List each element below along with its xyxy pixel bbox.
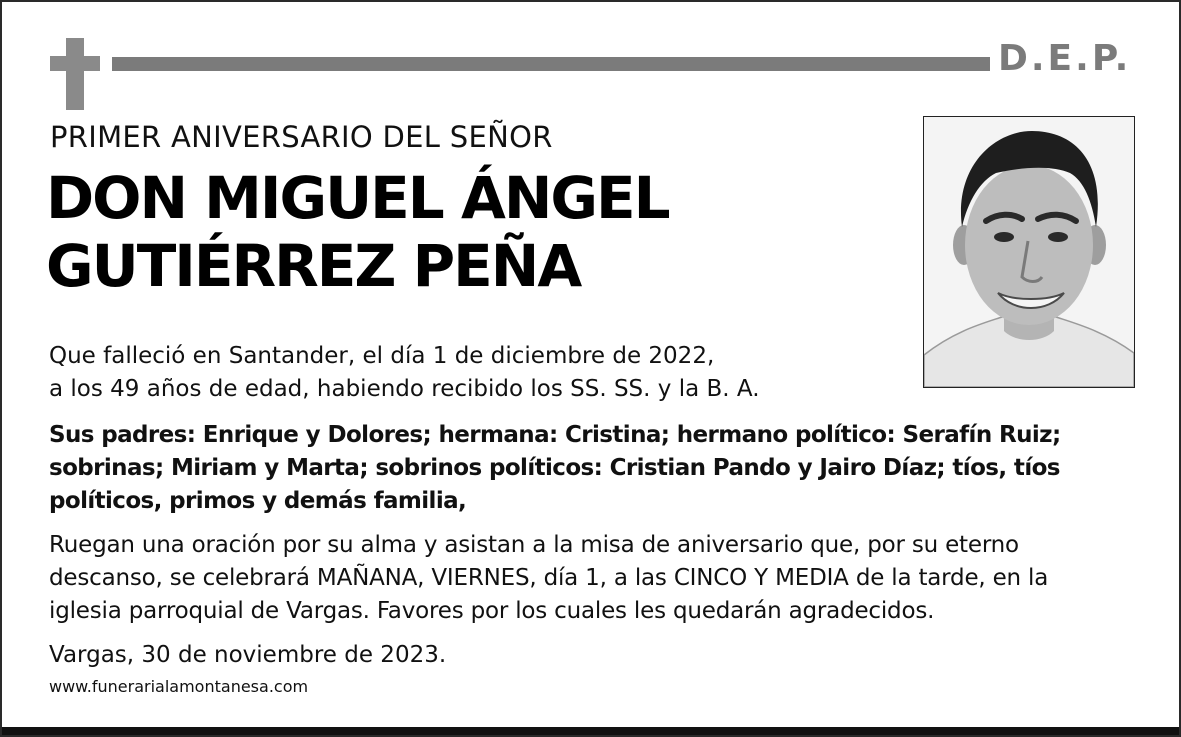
dep-label: D.E.P. [998, 38, 1132, 79]
header-rule [112, 57, 990, 71]
mass-line-2: descanso, se celebrará MAÑANA, VIERNES, día 1, a las CINCO Y MEDIA de la tarde, en la [49, 565, 1049, 591]
family-line-1: Sus padres: Enrique y Dolores; hermana: Cristina; hermano político: Serafín Ruiz; [49, 422, 1061, 448]
cross-icon [50, 38, 100, 110]
family-line-2: sobrinas; Miriam y Marta; sobrinos políticos: Cristian Pando y Jairo Díaz; tíos, tíos [49, 455, 1060, 481]
deceased-name [46, 164, 669, 300]
mass-details [49, 529, 1159, 628]
mass-line-3: iglesia parroquial de Vargas. Favores por los cuales les quedarán agradecidos. [49, 598, 935, 624]
deceased-name-line-1: DON MIGUEL ÁNGEL [46, 164, 669, 232]
family-members [49, 419, 1149, 518]
portrait-photo [923, 116, 1135, 388]
place-and-date: Vargas, 30 de noviembre de 2023. [49, 642, 447, 668]
family-line-3: políticos, primos y demás familia, [49, 488, 467, 514]
notice-subtitle: PRIMER ANIVERSARIO DEL SEÑOR [50, 120, 553, 154]
death-details-line-2: a los 49 años de edad, habiendo recibido los SS. SS. y la B. A. [49, 376, 760, 402]
footer-rule [2, 727, 1179, 735]
mass-line-1: Ruegan una oración por su alma y asistan a la misa de aniversario que, por su eterno [49, 532, 1019, 558]
death-details-line-1: Que falleció en Santander, el día 1 de diciembre de 2022, [49, 343, 715, 369]
funeral-home-website: www.funerarialamontanesa.com [49, 677, 309, 696]
portrait-illustration [924, 117, 1134, 387]
death-details [49, 340, 909, 406]
deceased-name-line-2: GUTIÉRREZ PEÑA [46, 232, 581, 300]
